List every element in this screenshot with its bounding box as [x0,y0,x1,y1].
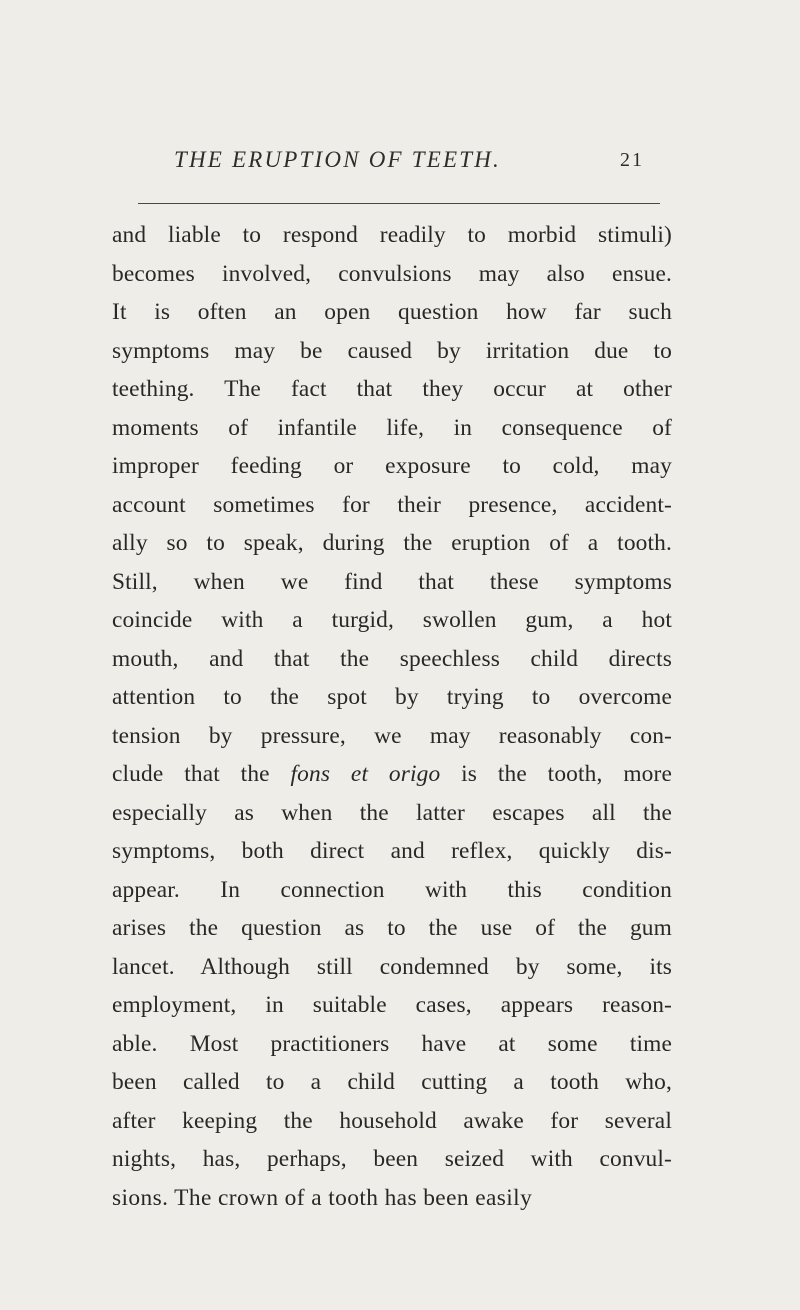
text-line: been called to a child cutting a tooth who, [112,1069,672,1095]
text-line: symptoms may be caused by irritation due to [112,337,672,364]
text-line: ally so to speak, during the eruption of a tooth. [112,530,672,556]
body-text [112,216,672,1217]
text-line: attention to the spot by trying to overcome [112,684,672,710]
text-line: especially as when the latter escapes all the [112,799,672,826]
text-line: able. Most practitioners have at some time [112,1030,672,1057]
text-line: sions. The crown of a tooth has been easily [112,1184,533,1211]
running-title: THE ERUPTION OF TEETH. [174,147,501,172]
text-line: It is often an open question how far such [112,299,672,325]
text-line: lancet. Although still condemned by some, its [112,953,672,980]
text-line: coincide with a turgid, swollen gum, a hot [112,607,672,633]
text-line: appear. In connection with this condition [112,876,672,903]
text-line: Still, when we find that these symptoms [112,568,672,595]
page-header [0,147,800,177]
text-line: becomes involved, convulsions may also ensue. [112,260,672,287]
text-line: employment, in suitable cases, appears reason- [112,992,672,1018]
text-line [112,755,672,794]
header-rule [138,203,660,204]
latin-phrase: fons et origo [290,761,441,787]
text-line: after keeping the household awake for several [112,1107,672,1134]
text-segment: clude that the [112,761,291,787]
text-line: mouth, and that the speechless child directs [112,645,672,672]
text-segment: is the tooth, more [440,761,672,787]
text-line: symptoms, both direct and reflex, quickly dis- [112,838,672,864]
text-line: improper feeding or exposure to cold, may [112,453,672,479]
text-line: and liable to respond readily to morbid stimuli) [112,222,672,248]
text-line: arises the question as to the use of the gum [112,915,672,941]
page-number: 21 [620,149,644,171]
text-line: account sometimes for their presence, accident- [112,491,672,518]
text-line: nights, has, perhaps, been seized with convul- [112,1146,672,1172]
text-line: tension by pressure, we may reasonably con- [112,722,672,749]
text-line: teething. The fact that they occur at other [112,376,672,402]
text-line: moments of infantile life, in consequence of [112,414,672,441]
